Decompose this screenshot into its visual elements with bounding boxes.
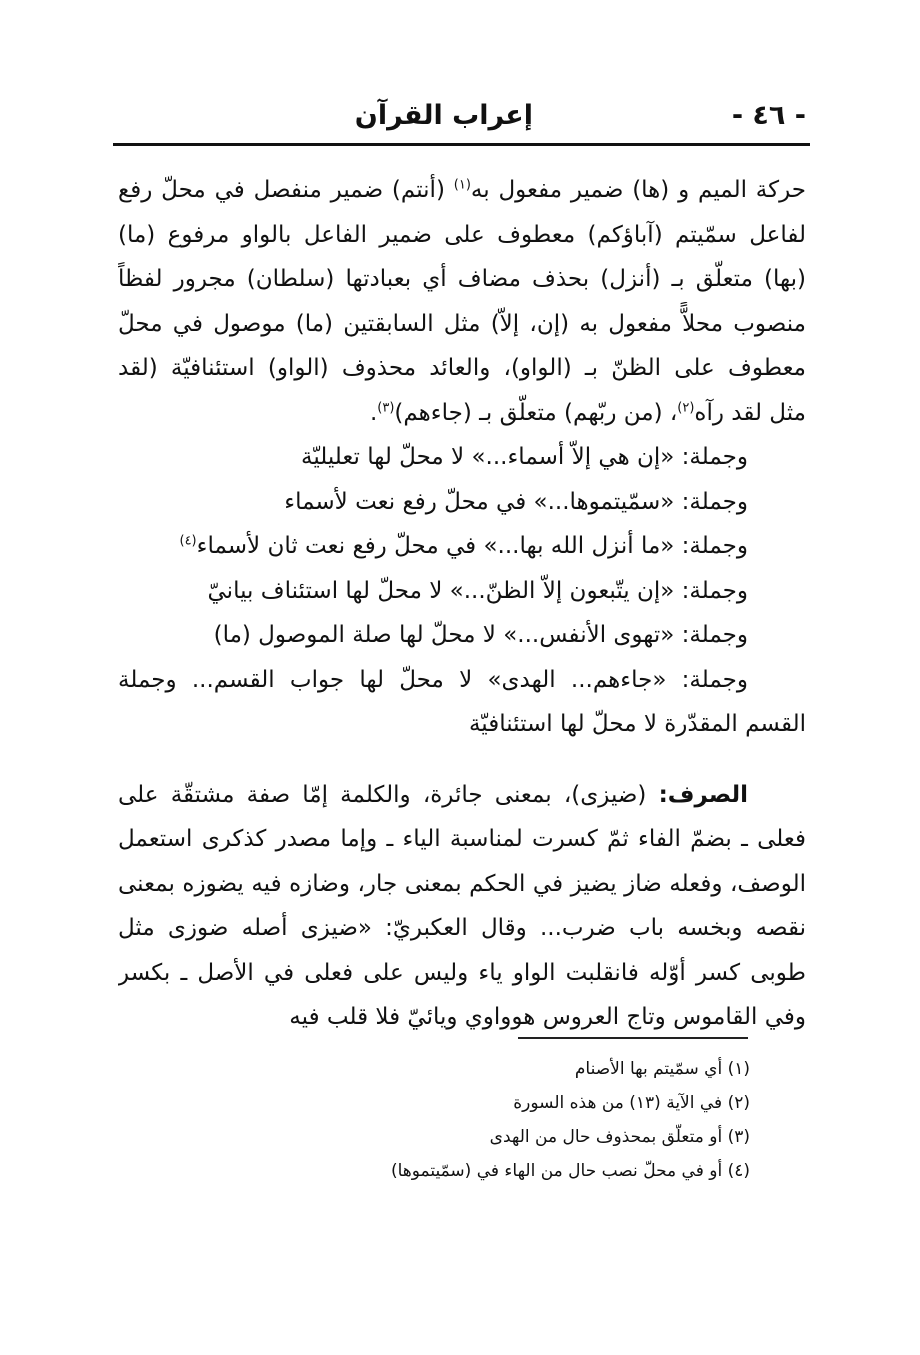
footnote-reference: (١) xyxy=(453,177,471,193)
footnote-rule xyxy=(518,1037,748,1039)
paragraph-gap xyxy=(118,747,806,773)
sentence-line: القسم المقدّرة لا محلّ لها استئنافيّة xyxy=(468,711,806,737)
footnote-reference: (٤) xyxy=(179,533,197,549)
footnote: (٢) في الآية (١٣) من هذه السورة xyxy=(513,1093,750,1113)
footnote: (٣) أو متعلّق بمحذوف حال من الهدى xyxy=(489,1127,750,1147)
main-text xyxy=(118,168,806,1040)
text-segment: . xyxy=(369,399,378,426)
text-line: لفاعل سمّيتم (آباؤكم) معطوف على ضمير الفاعل بالواو مرفوع (ما) xyxy=(118,221,806,248)
text-segment: مثل لقد رآه xyxy=(694,399,806,426)
footnote: (١) أي سمّيتم بها الأصنام xyxy=(574,1059,750,1079)
footnotes xyxy=(320,1052,750,1188)
text-segment: حركة الميم و (ها) ضمير مفعول به xyxy=(470,177,806,203)
text-line xyxy=(118,391,806,436)
sentence-line xyxy=(118,524,806,569)
text-line xyxy=(118,773,806,818)
text-segment: ، (من ربّهم) متعلّق بـ (جاءهم) xyxy=(394,399,678,426)
text-line: فعلى ـ بضمّ الفاء ثمّ كسرت لمناسبة الياء ـ وإما مصدر كذكرى استعمل xyxy=(118,826,806,852)
footnote: (٤) أو في محلّ نصب حال من الهاء في (سمّيتموها) xyxy=(390,1161,750,1181)
text-line: الوصف، وفعله ضاز يضيز في الحكم بمعنى جار، وضازه فيه يضوزه بمعنى xyxy=(118,870,806,897)
footnote-reference: (٣) xyxy=(377,399,395,415)
page-number: - ٤٦ - xyxy=(731,100,806,131)
text-line: (بها) متعلّق بـ (أنزل) بحذف مضاف أي بعبادتها (سلطان) مجرور لفظاً xyxy=(118,266,806,292)
text-line: منصوب محلاًّ مفعول به (إن، إلاّ) مثل السابقتين (ما) موصول في محلّ xyxy=(118,310,806,337)
sentence-line: وجملة: «إن يتّبعون إلاّ الظنّ...» لا محلّ لها استئناف بيانيّ xyxy=(207,577,748,604)
sentence-line: وجملة: «جاءهم... الهدى» لا محلّ لها جواب القسم... وجملة xyxy=(118,666,748,693)
sentence-line: وجملة: «إن هي إلاّ أسماء...» لا محلّ لها تعليليّة xyxy=(300,444,748,470)
text-line: وفي القاموس وتاج العروس هوواوي ويائيّ فلا قلب فيه xyxy=(289,1004,806,1030)
page-header xyxy=(118,96,808,136)
header-rule xyxy=(113,143,810,146)
text-segment: (أنتم) ضمير منفصل في محلّ رفع xyxy=(118,177,445,203)
sentence-line: وجملة: «تهوى الأنفس...» لا محلّ لها صلة الموصول (ما) xyxy=(213,622,748,648)
text-line xyxy=(118,168,806,213)
running-title: إعراب القرآن xyxy=(354,100,533,131)
text-segment: وجملة: «ما أنزل الله بها...» في محلّ رفع نعت ثان لأسماء xyxy=(196,533,748,559)
footnote-reference: (٢) xyxy=(677,399,695,415)
section-label: الصرف: xyxy=(658,781,748,808)
text-line: معطوف على الظنّ بـ (الواو)، والعائد محذوف (الواو) استئنافيّة (لقد xyxy=(118,355,806,381)
sentence-line: وجملة: «سمّيتموها...» في محلّ رفع نعت لأسماء xyxy=(284,488,748,515)
text-line: نقصه وبخسه باب ضرب... وقال العكبريّ: «ضيزى أصله ضوزى مثل xyxy=(118,915,806,941)
text-segment: (ضيزى)، بمعنى جائرة، والكلمة إمّا صفة مشتقّة على xyxy=(118,781,647,808)
text-line: طوبى كسر أوّله فانقلبت الواو ياء وليس على فعلى في الأصل ـ بكسر xyxy=(118,959,806,986)
